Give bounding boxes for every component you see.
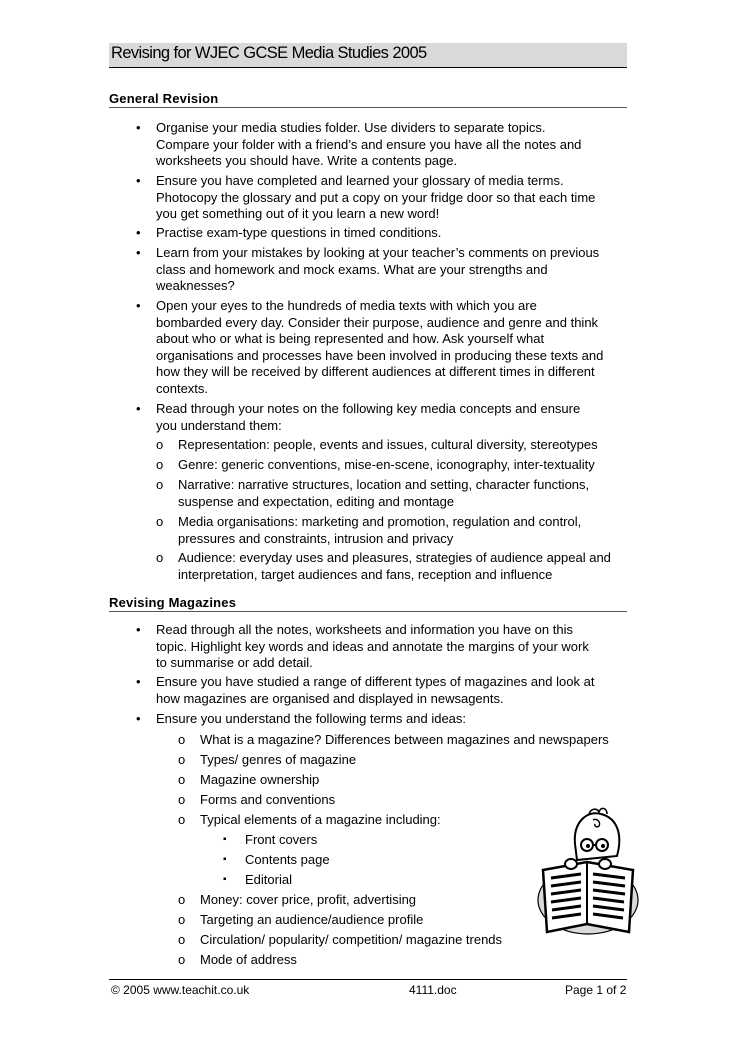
footer-page-number: Page 1 of 2 xyxy=(565,983,627,997)
circle-marker: o xyxy=(178,892,186,907)
section-heading-general: General Revision xyxy=(109,90,627,108)
list-item: Contents page xyxy=(245,852,330,867)
circle-marker: o xyxy=(178,812,186,827)
circle-marker: o xyxy=(156,477,164,492)
list-item: Mode of address xyxy=(200,952,297,967)
circle-marker: o xyxy=(178,772,186,787)
bullet-marker: • xyxy=(136,173,141,188)
bullet-marker: • xyxy=(136,225,141,240)
square-marker: ▪ xyxy=(223,834,227,845)
list-item: Organise your media studies folder. Use dividers to separate topics. Compare your folder with a friend’s and ensure you have all the notes and worksheets you should have. Write a contents page. xyxy=(156,120,582,168)
bullet-marker: • xyxy=(136,298,141,313)
circle-marker: o xyxy=(156,437,164,452)
circle-marker: o xyxy=(156,514,164,529)
list-item: Audience: everyday uses and pleasures, strategies of audience appeal and interpretation, target audiences and fans, reception and influence xyxy=(178,550,611,582)
footer-rule xyxy=(109,979,627,980)
page-title: Revising for WJEC GCSE Media Studies 2005 xyxy=(111,44,427,62)
bullet-marker: • xyxy=(136,711,141,726)
circle-marker: o xyxy=(178,952,186,967)
list-item: What is a magazine? Differences between magazines and newspapers xyxy=(200,732,609,747)
list-item: Money: cover price, profit, advertising xyxy=(200,892,417,907)
bullet-marker: • xyxy=(136,401,141,416)
circle-marker: o xyxy=(178,732,186,747)
list-item: Narrative: narrative structures, location and setting, character functions, suspense and expectation, editing and montage xyxy=(178,477,590,509)
list-item: Forms and conventions xyxy=(200,792,336,807)
newspaper-reader-icon xyxy=(537,800,639,936)
list-item: Types/ genres of magazine xyxy=(200,752,357,767)
list-item: Learn from your mistakes by looking at your teacher’s comments on previous class and homework and mock exams. What are your strengths and weaknesses? xyxy=(156,245,600,293)
list-item: Read through all the notes, worksheets and information you have on this topic. Highlight key words and ideas and annotate the margins of your work to summarise or add detail. xyxy=(156,622,589,670)
title-bar xyxy=(109,43,627,68)
footer-copyright: © 2005 www.teachit.co.uk xyxy=(111,983,250,997)
list-item: Typical elements of a magazine including: xyxy=(200,812,441,827)
list-item: Ensure you understand the following terms and ideas: xyxy=(156,711,467,726)
list-item: Editorial xyxy=(245,872,292,887)
list-item: Media organisations: marketing and promotion, regulation and control, pressures and constraints, intrusion and privacy xyxy=(178,514,582,546)
square-marker: ▪ xyxy=(223,854,227,865)
list-item: Read through your notes on the following key media concepts and ensure you understand them: xyxy=(156,401,581,433)
footer-filename: 4111.doc xyxy=(409,983,457,997)
list-item: Open your eyes to the hundreds of media texts with which you are bombarded every day. Consider their purpose, audience and genre and think about who or what is being represented and how. Ask yourself what organisations and processes have been involved in producing these texts and how they will be received by different audiences at different times in different contexts. xyxy=(156,298,604,396)
list-item: Ensure you have completed and learned your glossary of media terms. Photocopy the glossary and put a copy on your fridge door so that each time you get something out of it you learn a new word! xyxy=(156,173,596,221)
list-item: Practise exam-type questions in timed conditions. xyxy=(156,225,442,240)
bullet-marker: • xyxy=(136,674,141,689)
circle-marker: o xyxy=(156,457,164,472)
square-marker: ▪ xyxy=(223,874,227,885)
bullet-marker: • xyxy=(136,245,141,260)
list-item: Circulation/ popularity/ competition/ magazine trends xyxy=(200,932,503,947)
section-heading-magazines: Revising Magazines xyxy=(109,594,627,612)
circle-marker: o xyxy=(156,550,164,565)
list-item: Targeting an audience/audience profile xyxy=(200,912,424,927)
list-item: Ensure you have studied a range of different types of magazines and look at how magazines are organised and displayed in newsagents. xyxy=(156,674,595,706)
list-item: Genre: generic conventions, mise-en-scene, iconography, inter-textuality xyxy=(178,457,595,472)
circle-marker: o xyxy=(178,752,186,767)
circle-marker: o xyxy=(178,932,186,947)
list-item: Front covers xyxy=(245,832,318,847)
list-item: Representation: people, events and issues, cultural diversity, stereotypes xyxy=(178,437,598,452)
bullet-marker: • xyxy=(136,120,141,135)
bullet-marker: • xyxy=(136,622,141,637)
list-item: Magazine ownership xyxy=(200,772,320,787)
circle-marker: o xyxy=(178,792,186,807)
circle-marker: o xyxy=(178,912,186,927)
